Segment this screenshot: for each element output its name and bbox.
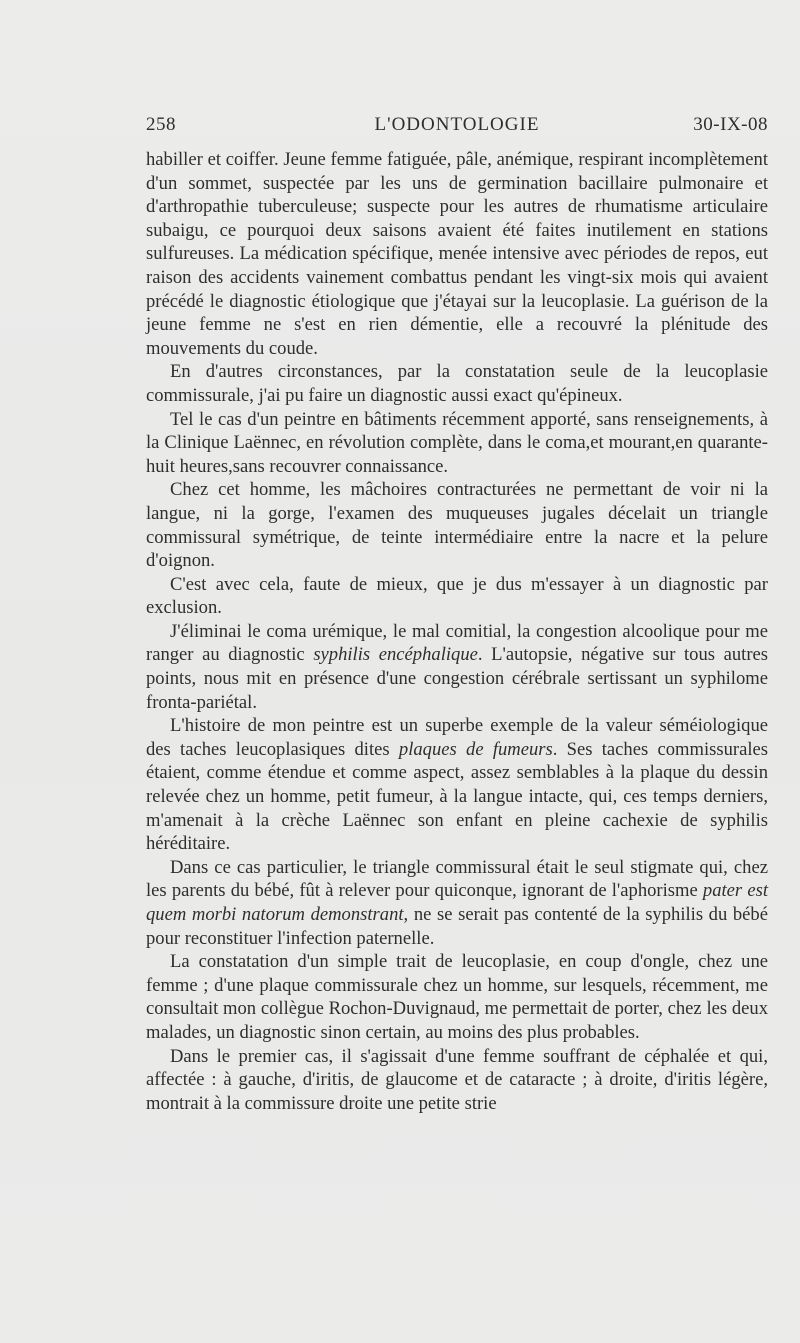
paragraph: Chez cet homme, les mâchoires contracturées ne permettant de voir ni la langue, ni la gorge, l'examen des muqueuses jugales décelait un triangle commissural symétrique, de teinte intermédiaire entre la nacre et la pelure d'oignon. bbox=[146, 479, 768, 572]
paragraph-text: . L'autopsie, négative sur tous autres points, nous mit en présence d'une congestion cérébrale sertissant un syphilome fronta-pariétal. bbox=[146, 644, 769, 713]
paragraph-continued: Dans le premier cas, il s'agissait d'une femme souffrant de céphalée et qui, affectée : à gauche, d'iritis, de glaucome et de cataracte ; à droite, d'iritis légère, montrait à la commissure droite une petite strie bbox=[146, 1045, 768, 1114]
paragraph-continuation: habiller et coiffer. Jeune femme fatiguée, pâle, anémique, respirant incomplètement d'un sommet, suspectée par les uns de germination bacillaire pulmonaire et d'arthropathie tuberculeuse; suspecte pour les autres de rhumatisme articulaire subaigu, ce pourquoi deux saisons avaient été faites inutilement en stations sulfureuses. La médication spécifique, menée intensive avec périodes de repos, eut raison des accidents vainement combattus pendant les vingt-six mois qui avaient précédé le diagnostic étiologique que j'étayai sur la leucoplasie. La guérison de la jeune femme ne s'est en rien démentie, elle a recouvré la plénitude des mouvements du coude. bbox=[146, 149, 768, 359]
paragraph: C'est avec cela, faute de mieux, que je dus m'essayer à un diagnostic par exclusion. bbox=[146, 573, 768, 619]
paragraph: En d'autres circonstances, par la constatation seule de la leucoplasie commissurale, j'ai pu faire un diagnostic aussi exact qu'épineux. bbox=[146, 361, 768, 406]
paragraph-text: L'histoire de mon peintre est un superbe exemple de la valeur séméiologique des taches leucoplasiques dites bbox=[146, 715, 768, 760]
paragraph: La constatation d'un simple trait de leucoplasie, en coup d'ongle, chez une femme ; d'une plaque commissurale chez un homme, sur lesquels, récemment, me consultait mon collègue Rochon-Duvignaud, me permettait de porter, chez les deux malades, un diagnostic sinon certain, au moins des plus probables. bbox=[146, 951, 768, 1043]
paragraph-text: Dans ce cas particulier, le triangle commissural était le seul stigmate qui, chez les parents du bébé, fût à relever pour quiconque, ignorant de l'aphorisme bbox=[146, 856, 768, 902]
paragraph bbox=[146, 714, 768, 856]
italic-latin-quote: pater est quem morbi natorum demonstrant bbox=[146, 880, 768, 925]
running-header bbox=[146, 114, 768, 142]
italic-term: plaques de fumeurs bbox=[398, 738, 553, 760]
journal-title: L'ODONTOLOGIE bbox=[374, 114, 540, 135]
paragraph bbox=[146, 620, 768, 714]
paragraph-text: J'éliminai le coma urémique, le mal comitial, la congestion alcoolique pour me ranger au diagnostic bbox=[146, 620, 768, 666]
page-number: 258 bbox=[146, 114, 176, 135]
paragraph-text: , ne se serait pas contenté de la syphilis du bébé pour reconstituer l'infection paternelle. bbox=[146, 904, 768, 949]
italic-term: syphilis encéphalique bbox=[313, 644, 478, 666]
paragraph: Tel le cas d'un peintre en bâtiments récemment apporté, sans renseignements, à la Clinique Laënnec, en révolution complète, dans le coma,et mourant,en quarante-huit heures,sans recouvrer connaissance. bbox=[146, 408, 768, 477]
issue-date: 30-IX-08 bbox=[693, 114, 768, 135]
paragraph bbox=[146, 856, 768, 950]
article-body bbox=[146, 148, 768, 1115]
paragraph-text: . Ses taches commissurales étaient, comme étendue et comme aspect, assez semblables à la plaque du dessin relevée chez un homme, petit fumeur, à la langue intacte, qui, ces temps derniers, m'amenait à la crèche Laënnec son enfant en pleine cachexie de syphilis héréditaire. bbox=[146, 738, 768, 855]
